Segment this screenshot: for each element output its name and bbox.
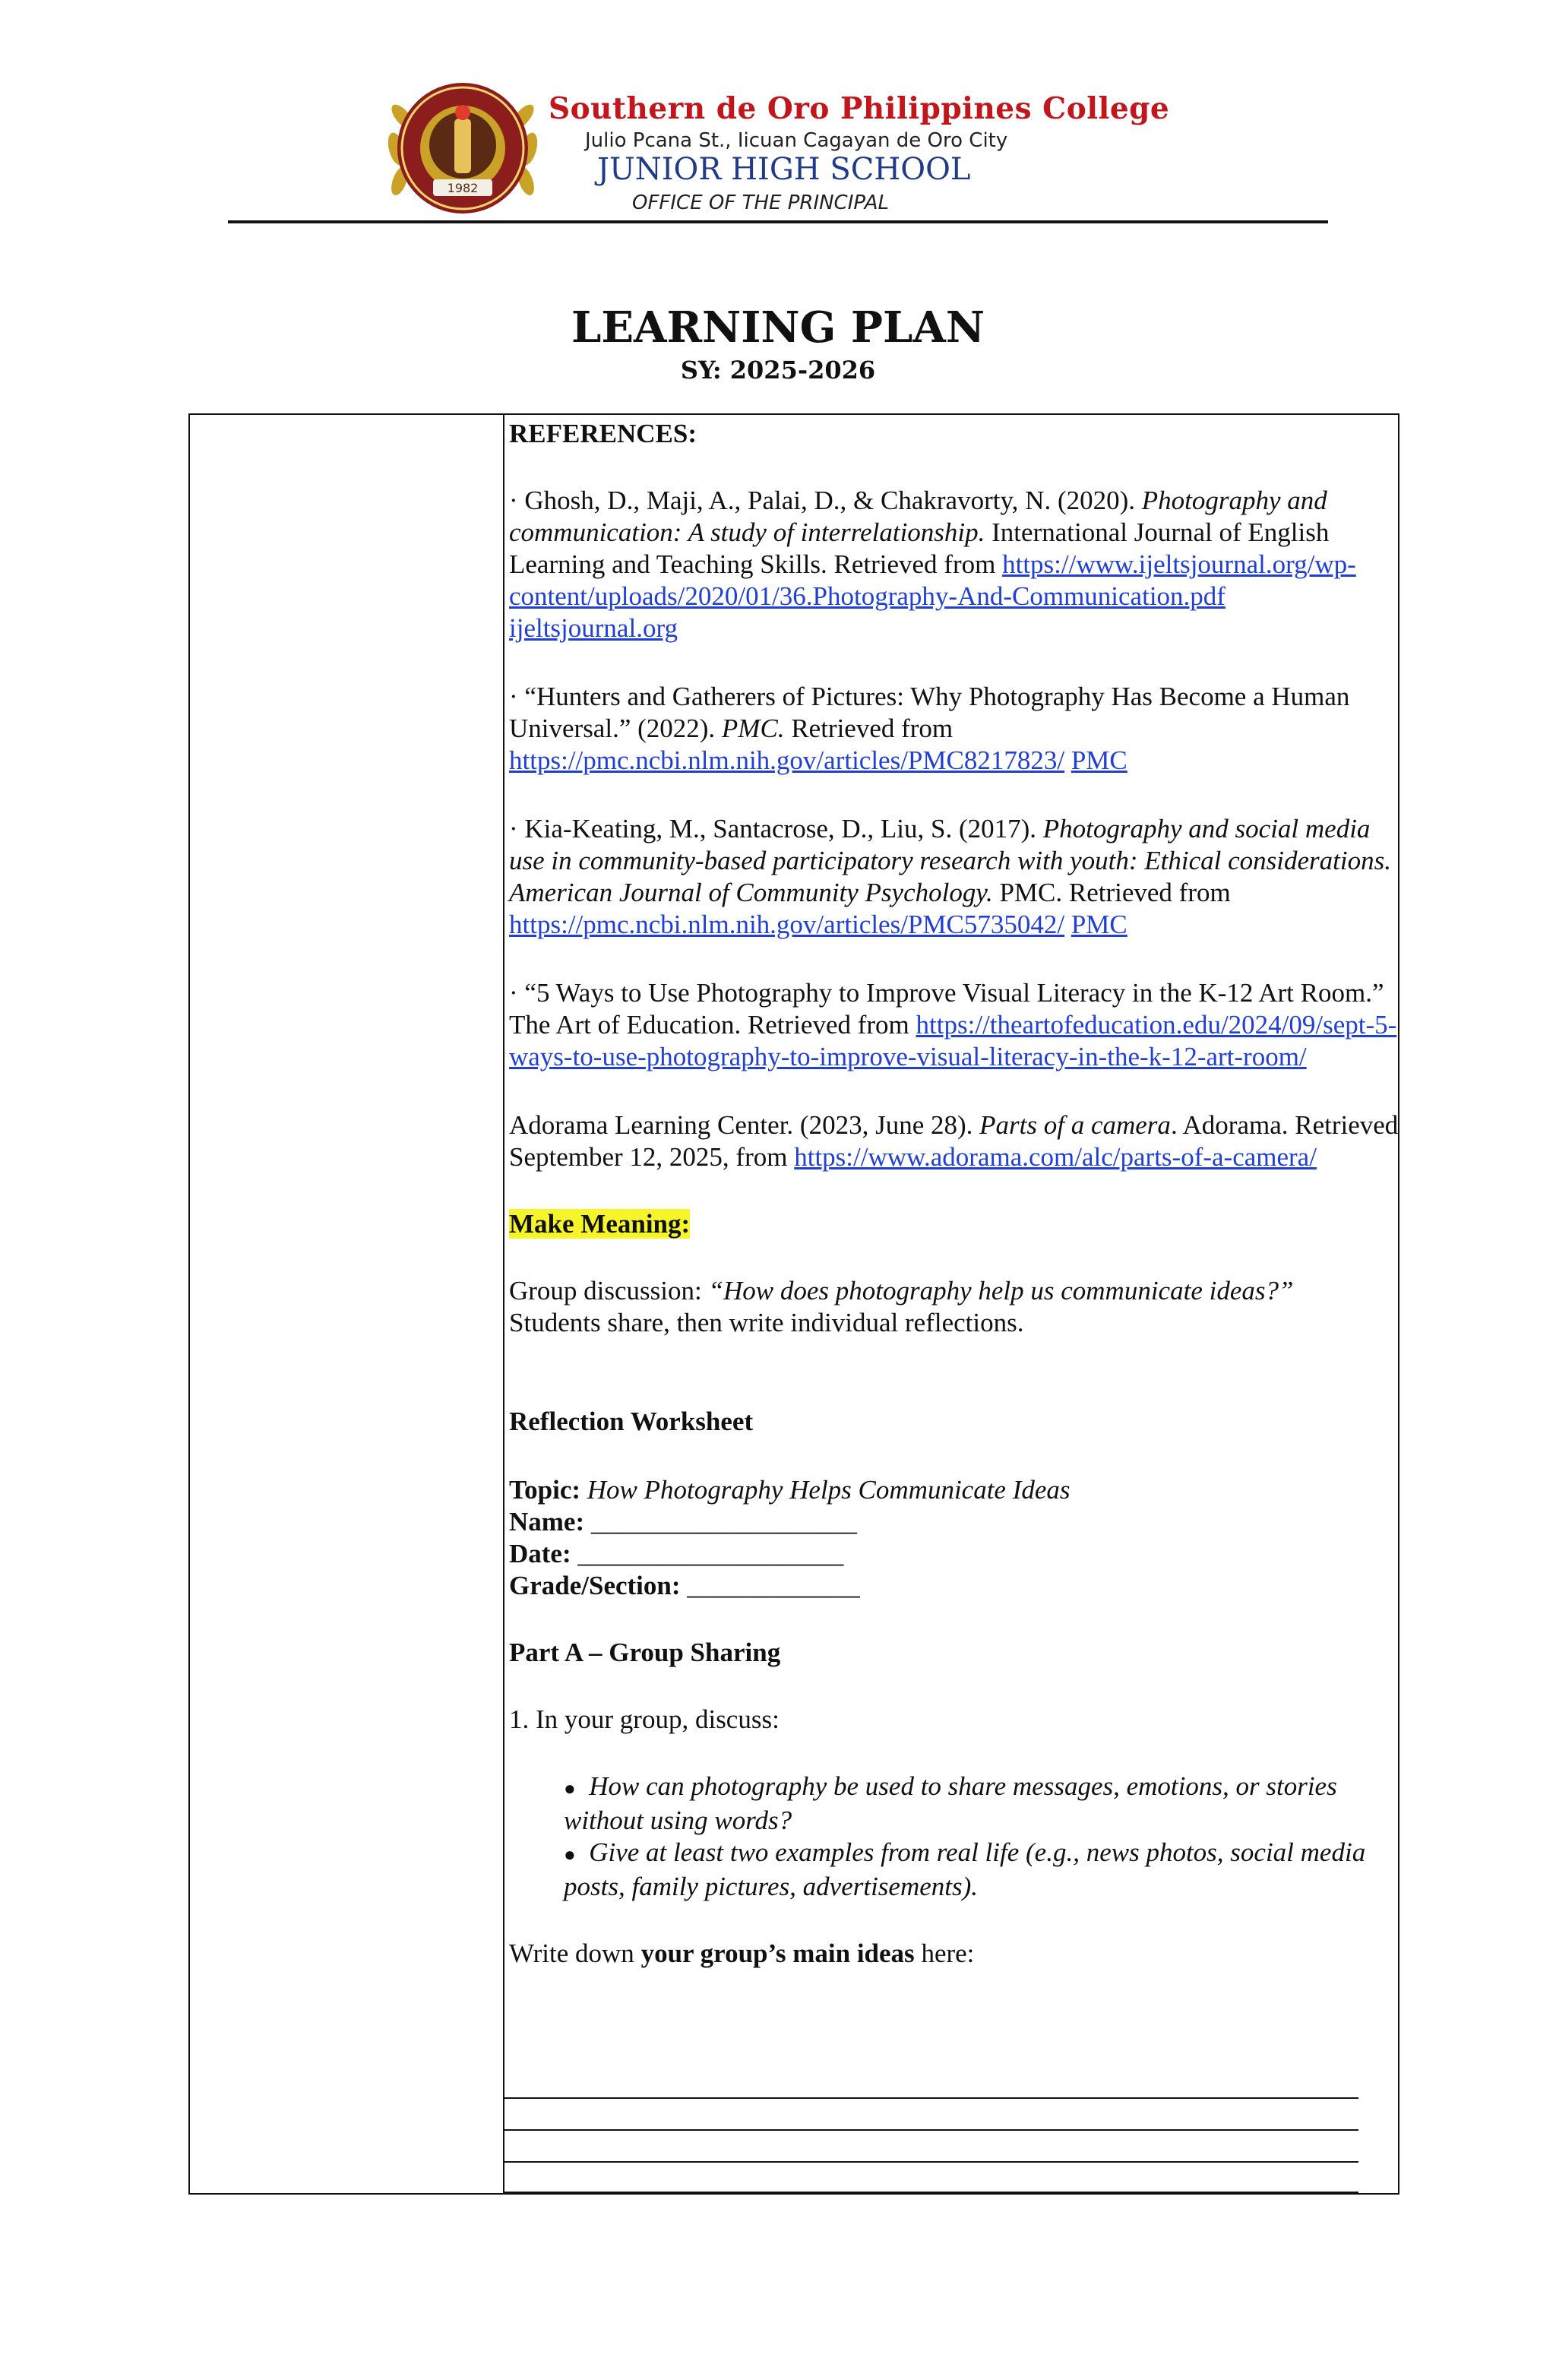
reference-item [509, 813, 1401, 941]
reference-item [509, 681, 1401, 777]
reference-title: Photography and social media use in community-based participatory research with youth: Ethical considerations. American Journal of Community Psychology. [509, 814, 1391, 907]
answer-line[interactable] [504, 2129, 1358, 2131]
bullet-icon: ● [564, 1844, 576, 1866]
seal-year: 1982 [447, 181, 479, 195]
reference-site-link[interactable]: PMC [1071, 910, 1127, 939]
make-meaning-heading: Make Meaning: [509, 1209, 691, 1239]
worksheet-topic [509, 1474, 1401, 1506]
discussion-question: “How does photography help us communicate ideas?” [708, 1276, 1294, 1306]
reference-authors: Kia-Keating, M., Santacrose, D., Liu, S. (2017). [524, 814, 1043, 843]
reference-source: International Journal of English Learning and Teaching Skills. Retrieved from [509, 517, 1330, 579]
list-item [509, 1771, 1401, 1837]
name-label: Name: [509, 1507, 585, 1537]
discussion-item: 1. In your group, discuss: [509, 1704, 780, 1734]
reference-title: Parts of a camera [979, 1110, 1171, 1140]
reference-source: Retrieved from [784, 714, 954, 743]
reference-item [509, 485, 1401, 644]
write-instruction [509, 1938, 1401, 1970]
discussion-instruction: Students share, then write individual reflections. [509, 1308, 1024, 1337]
learning-plan-table [188, 413, 1399, 2195]
letterhead [0, 0, 1556, 228]
right-column-cell [504, 415, 1398, 2193]
answer-line[interactable] [504, 2192, 1358, 2193]
department-name: JUNIOR HIGH SCHOOL [597, 152, 971, 187]
school-seal-logo [380, 65, 546, 231]
reference-site-link[interactable]: ijeltsjournal.org [509, 613, 678, 643]
office-name: OFFICE OF THE PRINCIPAL [632, 191, 890, 214]
reference-link[interactable]: https://www.ijeltsjournal.org/wp-content/uploads/2020/01/36.Photography-And-Communication.pdf [509, 549, 1356, 611]
school-name: Southern de Oro Philippines College [549, 91, 1170, 126]
reference-link[interactable]: https://pmc.ncbi.nlm.nih.gov/articles/PMC8217823/ [509, 745, 1065, 775]
list-item-text: Give at least two examples from real life (e.g., news photos, social media posts, family pictures, advertisements). [564, 1837, 1366, 1901]
name-field[interactable] [509, 1506, 1401, 1538]
date-blank[interactable]: ____________________ [571, 1539, 844, 1568]
left-column-cell [190, 415, 504, 2193]
grade-section-label: Grade/Section: [509, 1571, 681, 1600]
school-year: SY: 2025-2026 [680, 356, 876, 385]
cell-content [504, 415, 1401, 1970]
reference-title: “Hunters and Gatherers of Pictures: Why Photography Has Become a Human Universal.” (2022). [509, 682, 1350, 743]
reference-link[interactable]: https://www.adorama.com/alc/parts-of-a-camera/ [794, 1142, 1317, 1172]
grade-section-blank[interactable]: _____________ [680, 1571, 860, 1600]
worksheet-heading: Reflection Worksheet [509, 1407, 754, 1436]
name-blank[interactable]: ____________________ [584, 1507, 857, 1537]
document-title: LEARNING PLAN [571, 302, 985, 353]
discussion-lead: Group discussion: [509, 1276, 709, 1306]
reference-item [509, 977, 1401, 1073]
reference-authors: Ghosh, D., Maji, A., Palai, D., & Chakravorty, N. (2020). [524, 486, 1142, 515]
reference-site-link[interactable]: PMC [1071, 745, 1127, 775]
reference-title: “5 Ways to Use Photography to Improve Visual Literacy in the K-12 Art Room.” The Art of Education. Retrieved from [509, 978, 1384, 1040]
header-rule [228, 220, 1328, 223]
write-instruction-bold: your group’s main ideas [640, 1938, 915, 1968]
part-a-heading: Part A – Group Sharing [509, 1638, 781, 1667]
bullet-icon: ● [564, 1777, 576, 1799]
answer-line[interactable] [504, 2161, 1358, 2163]
write-instruction-pre: Write down [509, 1938, 641, 1968]
date-field[interactable] [509, 1538, 1401, 1570]
list-item [509, 1837, 1401, 1903]
bullet-dot: · [509, 978, 525, 1008]
bullet-dot: · [509, 682, 525, 711]
grade-section-field[interactable] [509, 1570, 1401, 1602]
reference-title: Photography and communication: A study of interrelationship. [509, 486, 1327, 547]
answer-line[interactable] [504, 2097, 1358, 2099]
reference-link[interactable]: https://theartofeducation.edu/2024/09/sept-5-ways-to-use-photography-to-improve-visual-literacy-in-the-k-12-art-room/ [509, 1010, 1397, 1071]
topic-value: How Photography Helps Communicate Ideas [580, 1475, 1071, 1505]
reference-source: PMC. Retrieved from [992, 878, 1231, 907]
reference-journal: PMC. [721, 714, 785, 743]
reference-item [509, 1109, 1401, 1173]
bullet-dot: · [509, 814, 525, 843]
bullet-dot: · [509, 486, 525, 515]
make-meaning-text [509, 1275, 1401, 1339]
list-item-text: How can photography be used to share messages, emotions, or stories without using words? [564, 1771, 1337, 1835]
reference-authors: Adorama Learning Center. (2023, June 28). [509, 1110, 980, 1140]
references-heading: REFERENCES: [509, 419, 697, 448]
topic-label: Topic: [509, 1475, 581, 1505]
write-instruction-post: here: [914, 1938, 975, 1968]
date-label: Date: [509, 1539, 571, 1568]
reference-link[interactable]: https://pmc.ncbi.nlm.nih.gov/articles/PMC5735042/ [509, 910, 1065, 939]
school-address: Julio Pcana St., Iicuan Cagayan de Oro City [585, 129, 1008, 152]
reference-source: . Adorama. Retrieved September 12, 2025, from [509, 1110, 1399, 1172]
